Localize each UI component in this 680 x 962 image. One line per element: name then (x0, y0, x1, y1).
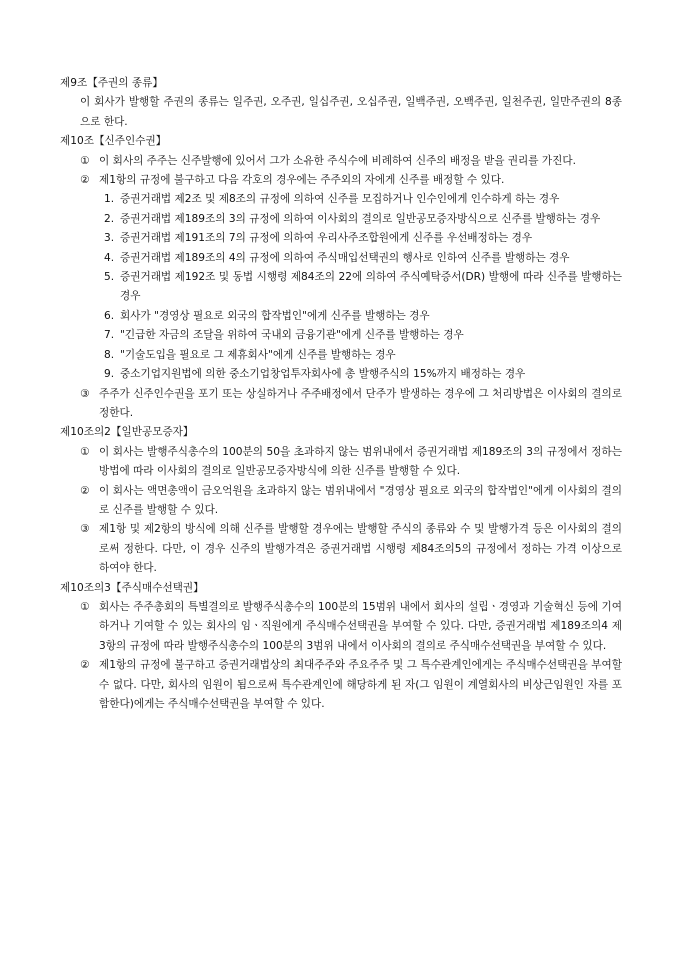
clause-text: 제1항 및 제2항의 방식에 의해 신주를 발행할 경우에는 발행할 주식의 종류와 수 및 발행가격 등은 이사회의 결의로써 정한다. 다만, 이 경우 신주의 발행가격은 증권거래법 시행령 제84조의5의 규정에서 정하는 가격 이상으로 하여야 한다. (99, 523, 622, 575)
item-text: 회사가 "경영상 필요로 외국의 합작법인"에게 신주를 발행하는 경우 (120, 309, 430, 322)
article-10-item-5 (0, 268, 680, 307)
article-10-heading: 제10조【신주인수권】 (60, 135, 167, 148)
clause-marker: ① (80, 154, 90, 167)
clause-marker: ② (80, 174, 90, 187)
article-10-item-3 (0, 229, 680, 248)
item-text: "기술도입을 필요로 그 제휴회사"에게 신주를 발행하는 경우 (120, 348, 396, 361)
item-marker: 1. (104, 193, 115, 206)
article-10-2-clause-2 (0, 482, 680, 521)
clause-text: 제1항의 규정에 불구하고 증권거래법상의 최대주주와 주요주주 및 그 특수관계인에게는 주식매수선택권을 부여할 수 없다. 다만, 회사의 임원이 됨으로써 특수관계인에 해당하게 된 자(그 임원이 계열회사의 비상근임원인 자를 포함한다)에게는 주식매수선택권을 부여할 수 있다. (99, 659, 622, 710)
item-marker: 7. (104, 329, 115, 342)
clause-text: 이 회사는 액면총액이 금오억원을 초과하지 않는 범위내에서 "경영상 필요로 외국의 합작법인"에게 이사회의 결의로 신주를 발행할 수 있다. (99, 484, 622, 516)
clause-text: 제1항의 규정에 불구하고 다음 각호의 경우에는 주주외의 자에게 신주를 배정할 수 있다. (99, 174, 505, 187)
item-text: "긴급한 자금의 조달을 위하여 국내외 금융기관"에게 신주를 발행하는 경우 (120, 329, 464, 342)
item-marker: 8. (104, 348, 115, 361)
article-10-item-8 (0, 346, 680, 365)
article-10-2-clause-1 (0, 443, 680, 482)
item-text: 중소기업지원법에 의한 중소기업창업투자회사에 총 발행주식의 15%까지 배정하는 경우 (120, 368, 526, 381)
article-10-3-heading: 제10조의3【주식매수선택권】 (60, 581, 204, 594)
article-10-2-clause-3 (0, 520, 680, 578)
article-10-clause-3 (0, 385, 680, 424)
clause-marker: ① (80, 445, 90, 458)
item-text: 증권거래법 제189조의 3의 규정에 의하여 이사회의 결의로 일반공모증자방식으로 신주를 발행하는 경우 (120, 212, 601, 225)
clause-marker: ② (80, 484, 90, 497)
item-text: 증권거래법 제192조 및 동법 시행령 제84조의 22에 의하여 주식예탁증서(DR) 발행에 따라 신주를 발행하는 경우 (120, 271, 622, 303)
item-marker: 2. (104, 212, 115, 225)
item-marker: 9. (104, 368, 115, 381)
article-10-item-7 (0, 326, 680, 345)
item-marker: 3. (104, 232, 115, 245)
article-10-item-6 (0, 307, 680, 326)
clause-text: 이 회사의 주주는 신주발행에 있어서 그가 소유한 주식수에 비례하여 신주의 배정을 받을 권리를 가진다. (99, 154, 576, 167)
item-text: 증권거래법 제2조 및 제8조의 규정에 의하여 신주를 모집하거나 인수인에게 인수하게 하는 경우 (120, 193, 560, 206)
document-page (0, 74, 680, 714)
item-marker: 6. (104, 309, 115, 322)
clause-marker: ③ (80, 387, 90, 400)
clause-text: 회사는 주주총회의 특별결의로 발행주식총수의 100분의 15범위 내에서 회사의 설립ㆍ경영과 기술혁신 등에 기여하거나 기여할 수 있는 회사의 임ㆍ직원에게 주식매수선택권을 부여할 수 있다. 다만, 증권거래법 제189조의4 제3항의 규정에 따라 발행주식총수의 100분의 3범위 내에서 이사회의 결의로 주식매수선택권을 부여할 수 있다. (99, 600, 622, 652)
article-10-item-4 (0, 249, 680, 268)
clause-text: 주주가 신주인수권을 포기 또는 상실하거나 주주배정에서 단주가 발생하는 경우에 그 처리방법은 이사회의 결의로 정한다. (99, 387, 622, 419)
clause-text: 이 회사는 발행주식총수의 100분의 50을 초과하지 않는 범위내에서 증권거래법 제189조의 3의 규정에서 정하는 방법에 따라 이사회의 결의로 일반공모증자방식에 의한 신주를 발행할 수 있다. (99, 445, 622, 478)
item-marker: 4. (104, 251, 115, 264)
article-10-3-clause-2 (0, 656, 680, 714)
article-10-clause-2 (0, 171, 680, 190)
article-10-2-heading: 제10조의2【일반공모증자】 (60, 426, 194, 439)
item-marker: 5. (104, 271, 115, 284)
article-10-item-2 (0, 210, 680, 229)
article-10-item-9 (0, 365, 680, 384)
item-text: 증권거래법 제191조의 7의 규정에 의하여 우리사주조합원에게 신주를 우선배정하는 경우 (120, 232, 533, 245)
article-10-clause-1 (0, 152, 680, 171)
clause-marker: ③ (80, 523, 90, 536)
article-10-3-clause-1 (0, 598, 680, 656)
item-text: 증권거래법 제189조의 4의 규정에 의하여 주식매입선택권의 행사로 인하여 신주를 발행하는 경우 (120, 251, 570, 264)
article-10-item-1 (0, 190, 680, 209)
clause-marker: ① (80, 600, 90, 613)
article-9-text: 이 회사가 발행할 주권의 종류는 일주권, 오주권, 일십주권, 오십주권, 일백주권, 오백주권, 일천주권, 일만주권의 8종으로 한다. (80, 96, 622, 128)
clause-marker: ② (80, 659, 90, 672)
article-9-heading: 제9조【주권의 종류】 (60, 77, 163, 89)
